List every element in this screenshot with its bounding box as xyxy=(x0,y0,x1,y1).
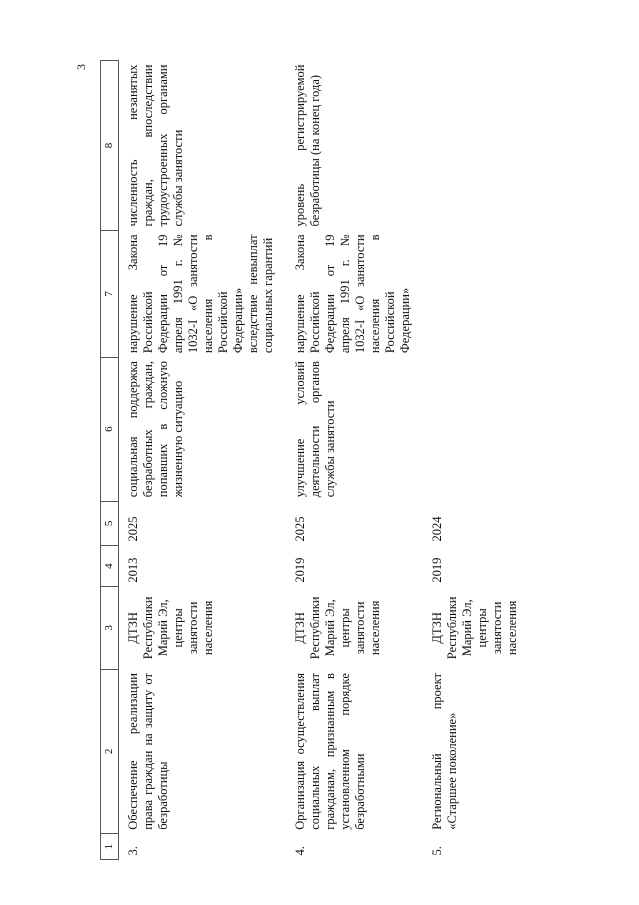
measure-name: Организация осуществления социальных выплат гражданам, признанным в установленном порядке безработными xyxy=(293,673,367,830)
page-number: 3 xyxy=(74,64,88,70)
end-year: 2025 xyxy=(126,516,140,542)
consequence xyxy=(423,230,530,357)
consequence: нарушение Закона Российской Федерации от 19 апреля 1991 г. № 1032-I «О занятости населения в Российской Федерации» вследствие невыплат социальных гарантий xyxy=(126,234,275,354)
column-number: 2 xyxy=(101,669,119,834)
indicator xyxy=(423,61,530,231)
measures-table xyxy=(100,60,530,860)
column-number-row xyxy=(101,61,119,860)
start-year: 2019 xyxy=(430,557,444,583)
executor: ДТЗН Республики Марий Эл, центры занятости населения xyxy=(293,596,382,660)
executor: ДТЗН Республики Марий Эл, центры занятости населения xyxy=(430,596,519,660)
expected-result xyxy=(423,357,530,501)
column-number: 8 xyxy=(101,61,119,231)
start-year: 2019 xyxy=(293,557,307,583)
start-year: 2013 xyxy=(126,557,140,583)
table-row xyxy=(423,61,530,860)
column-number: 5 xyxy=(101,501,119,545)
column-number: 7 xyxy=(101,230,119,357)
column-number: 1 xyxy=(101,834,119,860)
expected-result: улучшение условий деятельности органов службы занятости xyxy=(293,361,337,498)
expected-result: социальная поддержка безработных граждан, попавших в сложную жизненную ситуацию xyxy=(126,361,185,498)
measure-name: Региональный проект «Старшее поколение» xyxy=(430,673,459,830)
executor: ДТЗН Республики Марий Эл, центры занятости населения xyxy=(126,596,215,660)
measure-name: Обеспечение реализации права граждан на защиту от безработицы xyxy=(126,673,170,830)
indicator: уровень регистрируемой безработицы (на конец года) xyxy=(293,64,322,227)
table-row xyxy=(286,61,423,860)
table-row xyxy=(119,61,287,860)
row-number: 3. xyxy=(126,846,140,856)
row-number: 5. xyxy=(430,846,444,856)
consequence: нарушение Закона Российской Федерации от 19 апреля 1991 г. № 1032-I «О занятости населения в Российской Федерации» xyxy=(293,234,412,354)
indicator: численность незанятых граждан, впоследствии трудоустроенных органами службы занятости xyxy=(126,64,185,227)
row-number: 4. xyxy=(293,846,307,856)
end-year: 2025 xyxy=(293,516,307,542)
column-number: 4 xyxy=(101,546,119,587)
column-number: 6 xyxy=(101,357,119,501)
end-year: 2024 xyxy=(430,516,444,542)
rotated-page-content xyxy=(100,60,639,860)
column-number: 3 xyxy=(101,587,119,669)
